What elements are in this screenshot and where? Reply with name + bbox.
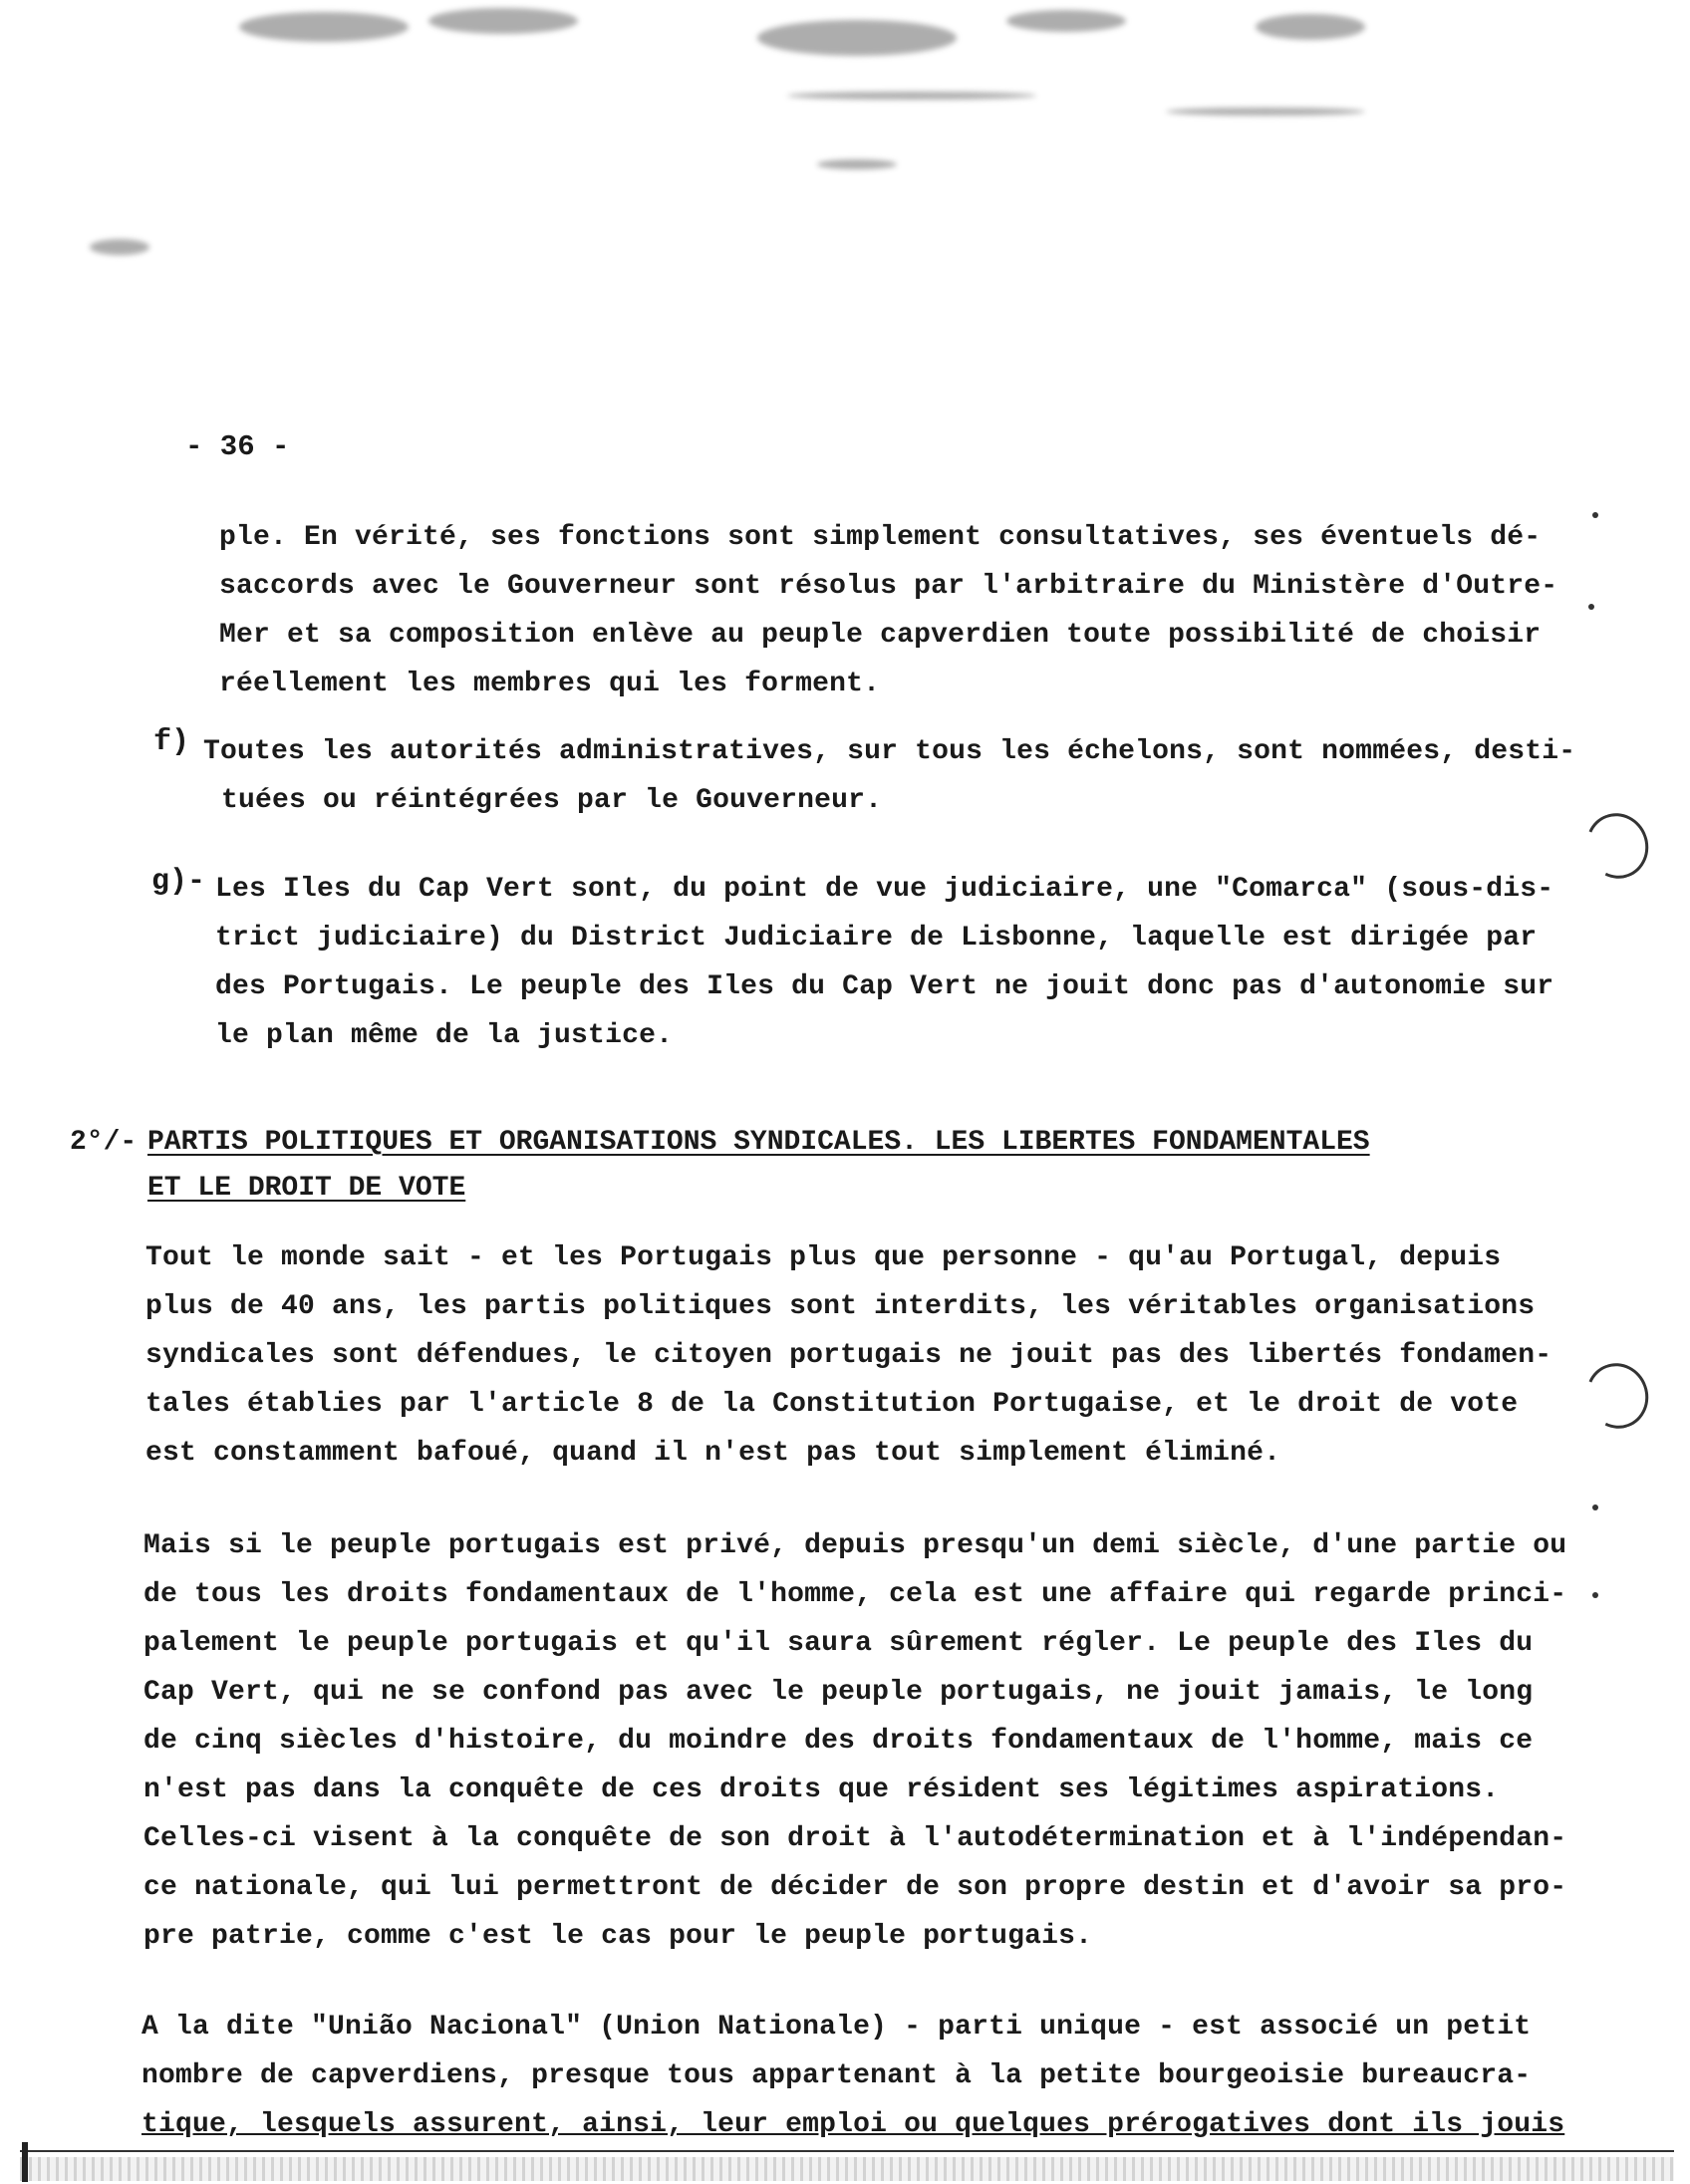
- margin-dot: [1592, 1504, 1598, 1510]
- section-title-line: ET LE DROIT DE VOTE: [147, 1173, 466, 1204]
- text-line: Cap Vert, qui ne se confond pas avec le peuple portugais, ne jouit jamais, le long: [143, 1677, 1534, 1708]
- text-line: des Portugais. Le peuple des Iles du Cap Vert ne jouit donc pas d'autonomie sur: [215, 971, 1554, 1002]
- item-f-text: [203, 727, 1575, 825]
- text-line: Tout le monde sait - et les Portugais plus que personne - qu'au Portugal, depuis: [145, 1242, 1502, 1273]
- text-line: palement le peuple portugais et qu'il saura sûrement régler. Le peuple des Iles du: [143, 1628, 1534, 1659]
- paragraph-2: [143, 1521, 1566, 1961]
- continuation-paragraph: [219, 513, 1557, 708]
- item-g-text: [215, 865, 1553, 1060]
- text-line: Mer et sa composition enlève au peuple capverdien toute possibilité de choisir: [219, 620, 1542, 651]
- scan-smudge: [817, 159, 897, 169]
- text-line: le plan même de la justice.: [215, 1020, 674, 1051]
- item-marker-f: f): [153, 725, 190, 759]
- text-line: Mais si le peuple portugais est privé, depuis presqu'un demi siècle, d'une partie ou: [143, 1530, 1567, 1561]
- margin-dot: [1592, 512, 1598, 518]
- section-number: 2°/-: [70, 1127, 138, 1158]
- punch-hole: [1577, 1354, 1658, 1437]
- scan-smudge: [787, 92, 1036, 100]
- scan-smudge: [239, 12, 409, 42]
- text-line: de cinq siècles d'histoire, du moindre des droits fondamentaux de l'homme, mais ce: [143, 1726, 1534, 1757]
- text-line: Les Iles du Cap Vert sont, du point de vue judiciaire, une "Comarca" (sous-dis-: [215, 874, 1554, 905]
- text-line: plus de 40 ans, les partis politiques sont interdits, les véritables organisations: [145, 1291, 1536, 1322]
- text-line: nombre de capverdiens, presque tous appartenant à la petite bourgeoisie bureaucra-: [141, 2060, 1532, 2091]
- text-line: ple. En vérité, ses fonctions sont simplement consultatives, ses éventuels dé-: [219, 522, 1542, 553]
- section-title-line: PARTIS POLITIQUES ET ORGANISATIONS SYNDICALES. LES LIBERTES FONDAMENTALES: [147, 1127, 1370, 1158]
- text-line: tuées ou réintégrées par le Gouverneur.: [221, 785, 883, 816]
- scan-smudge: [1166, 108, 1365, 116]
- paragraph-1: [145, 1233, 1551, 1478]
- text-line: pre patrie, comme c'est le cas pour le peuple portugais.: [143, 1921, 1093, 1952]
- margin-dot: [1588, 604, 1594, 610]
- paragraph-3: [141, 2003, 1564, 2149]
- text-line: de tous les droits fondamentaux de l'homme, cela est une affaire qui regarde princi-: [143, 1579, 1567, 1610]
- text-line: est constamment bafoué, quand il n'est pas tout simplement éliminé.: [145, 1438, 1281, 1469]
- text-line: syndicales sont défendues, le citoyen portugais ne jouit pas des libertés fondamen-: [145, 1340, 1552, 1371]
- scan-smudge: [1256, 14, 1365, 40]
- text-line: réellement les membres qui les forment.: [219, 669, 881, 699]
- text-line: Toutes les autorités administratives, sur tous les échelons, sont nommées, desti-: [203, 736, 1576, 767]
- text-line: A la dite "União Nacional" (Union Nationale) - parti unique - est associé un petit: [141, 2012, 1532, 2043]
- section-heading: [70, 1120, 1370, 1212]
- punch-hole: [1577, 804, 1658, 887]
- scan-smudge: [428, 8, 578, 34]
- scan-edge-noise: [20, 2157, 1674, 2181]
- margin-dot: [1592, 1592, 1598, 1598]
- text-line: saccords avec le Gouverneur sont résolus par l'arbitraire du Ministère d'Outre-: [219, 571, 1558, 602]
- text-line: trict judiciaire) du District Judiciaire de Lisbonne, laquelle est dirigée par: [215, 923, 1538, 954]
- text-line: n'est pas dans la conquête de ces droits que résident ses légitimes aspirations.: [143, 1774, 1500, 1805]
- text-line: Celles-ci visent à la conquête de son droit à l'autodétermination et à l'indépendan-: [143, 1823, 1567, 1854]
- scan-smudge: [1006, 10, 1126, 32]
- page-number: - 36 -: [185, 430, 290, 463]
- item-marker-g: g)-: [151, 865, 206, 899]
- text-line: ce nationale, qui lui permettront de décider de son propre destin et d'avoir sa pro-: [143, 1872, 1567, 1903]
- scan-edge-mark: [22, 2142, 28, 2182]
- scan-edge-rule: [20, 2150, 1674, 2152]
- text-line: tales établies par l'article 8 de la Constitution Portugaise, et le droit de vote: [145, 1389, 1519, 1420]
- text-line: tique, lesquels assurent, ainsi, leur emploi ou quelques prérogatives dont ils jouis: [141, 2109, 1565, 2140]
- scan-smudge: [90, 239, 149, 255]
- scan-smudge: [757, 20, 957, 56]
